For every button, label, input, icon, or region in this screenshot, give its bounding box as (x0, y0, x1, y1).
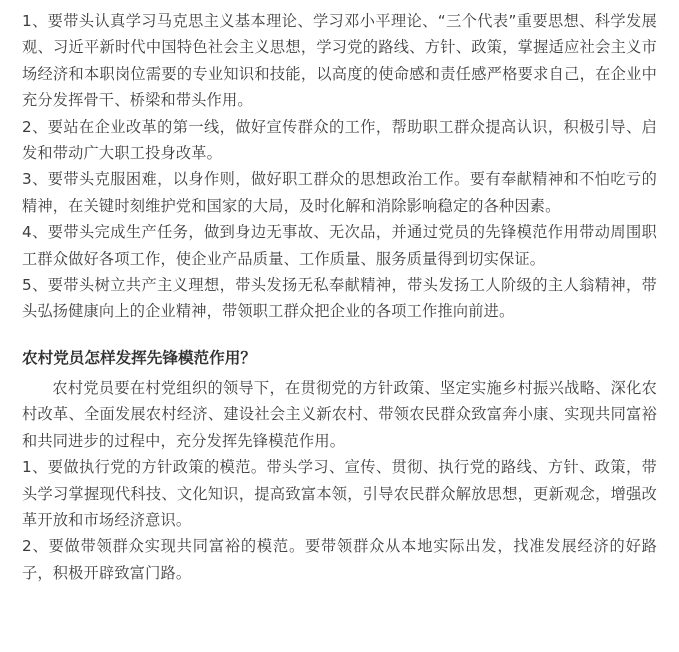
paragraph-rural-item-2: 2、要做带领群众实现共同富裕的模范。要带领群众从本地实际出发，找准发展经济的好路子，积极开辟致富门路。 (22, 537, 657, 582)
paragraph-rural-intro: 农村党员要在村党组织的领导下，在贯彻党的方针政策、坚定实施乡村振兴战略、深化农村改革、全面发展农村经济、建设社会主义新农村、带领农民群众致富奔小康、实现共同富裕和共同进步的过程中，充分发挥先锋模范作用。 (22, 378, 657, 450)
paragraph-item-5: 5、要带头树立共产主义理想，带头发扬无私奉献精神，带头发扬工人阶级的主人翁精神，带头弘扬健康向上的企业精神，带领职工群众把企业的各项工作推向前进。 (22, 276, 657, 321)
paragraph-item-3: 3、要带头克服困难，以身作则，做好职工群众的思想政治工作。要有奉献精神和不怕吃亏的精神，在关键时刻维护党和国家的大局，及时化解和消除影响稳定的各种因素。 (22, 170, 657, 215)
paragraph-item-4: 4、要带头完成生产任务，做到身边无事故、无次品，并通过党员的先锋模范作用带动周围职工群众做好各项工作，使企业产品质量、工作质量、服务质量得到切实保证。 (22, 223, 657, 268)
section-heading-rural-party-members: 农村党员怎样发挥先锋模范作用？ (22, 348, 256, 367)
paragraph-rural-item-1: 1、要做执行党的方针政策的模范。带头学习、宣传、贯彻、执行党的路线、方针、政策，带头学习掌握现代科技、文化知识，提高致富本领，引导农民群众解放思想，更新观念，增强改革开放和市场经济意识。 (22, 458, 657, 529)
paragraph-item-1: 1、要带头认真学习马克思主义基本理论、学习邓小平理论、“三个代表”重要思想、科学发展观、习近平新时代中国特色社会主义思想，学习党的路线、方针、政策，掌握适应社会主义市场经济和本职岗位需要的专业知识和技能，以高度的使命感和责任感严格要求自己，在企业中充分发挥骨干、桥梁和带头作用。 (22, 12, 657, 110)
paragraph-item-2: 2、要站在企业改革的第一线，做好宣传群众的工作，帮助职工群众提高认识，积极引导、启发和带动广大职工投身改革。 (22, 117, 657, 163)
